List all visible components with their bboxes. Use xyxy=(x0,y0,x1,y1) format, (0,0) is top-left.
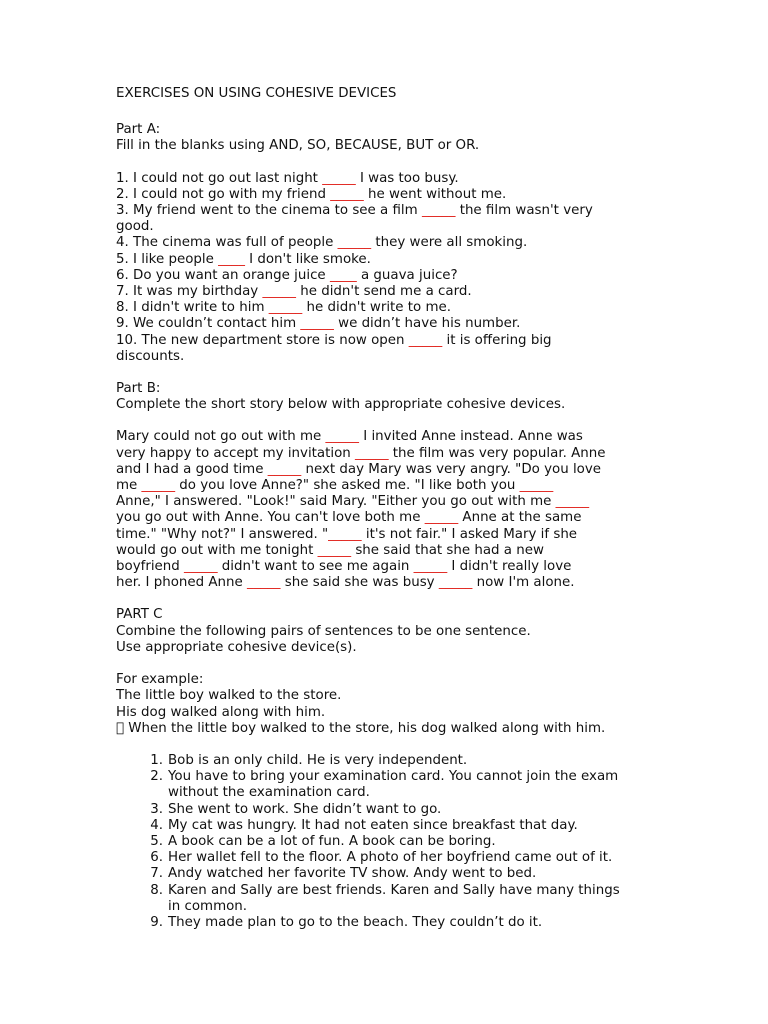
part-a-section xyxy=(116,122,636,365)
part-a-item xyxy=(116,316,636,332)
text-segment: 1. I could not go out last night xyxy=(116,170,323,186)
list-item xyxy=(116,802,636,818)
example-sentence-2: His dog walked along with him. xyxy=(116,704,326,720)
list-item xyxy=(116,834,636,850)
blank-line: _____ xyxy=(247,575,281,591)
part-a-item xyxy=(116,284,636,300)
part-a-item xyxy=(116,333,636,349)
part-b-story xyxy=(116,429,636,591)
text-segment: good. xyxy=(116,219,154,235)
text-segment: he went without me. xyxy=(363,186,507,202)
list-item-text: They made plan to go to the beach. They couldn’t do it. xyxy=(168,914,543,930)
text-segment: me xyxy=(116,478,142,494)
part-a-item xyxy=(116,252,636,268)
text-segment: her. I phoned Anne xyxy=(116,575,248,591)
text-segment: do you love Anne?" she asked me. "I like both you xyxy=(175,478,520,494)
text-segment: discounts. xyxy=(116,348,185,364)
part-b-story-line xyxy=(116,462,636,478)
arrow-glyph-icon xyxy=(116,721,124,736)
text-segment: she said she was busy xyxy=(280,575,439,591)
list-item-number: 3. xyxy=(150,801,163,817)
text-segment: 2. I could not go with my friend xyxy=(116,186,331,202)
text-segment: they were all smoking. xyxy=(371,235,528,251)
blank-line: ____ xyxy=(218,251,245,267)
list-item-text: My cat was hungry. It had not eaten since breakfast that day. xyxy=(168,817,578,833)
part-a-item xyxy=(116,268,636,284)
text-segment: I invited Anne instead. Anne was xyxy=(358,429,583,445)
blank-line: _____ xyxy=(322,170,356,186)
text-segment: you go out with Anne. You can't love both me xyxy=(116,510,425,526)
part-b-heading: Part B: xyxy=(116,381,161,397)
part-b-story-line xyxy=(116,494,636,510)
text-segment: 7. It was my birthday xyxy=(116,284,263,300)
part-a-item xyxy=(116,349,636,365)
blank-line: _____ xyxy=(424,510,459,526)
text-segment: Mary could not go out with me xyxy=(116,429,326,445)
blank-line: _____ xyxy=(555,494,590,510)
part-b-story-line xyxy=(116,429,636,445)
part-b-story-line xyxy=(116,510,636,526)
blank-line: _____ xyxy=(337,235,372,251)
text-segment: boyfriend xyxy=(116,559,185,575)
example-answer-text: When the little boy walked to the store, his dog walked along with him. xyxy=(116,720,594,736)
part-c-items xyxy=(116,753,636,931)
text-segment: I was too busy. xyxy=(355,170,459,186)
text-segment: a guava juice? xyxy=(356,267,458,283)
part-c-instruction-1: Combine the following pairs of sentences to be one sentence. xyxy=(116,623,531,639)
text-segment: would go out with me tonight xyxy=(116,542,318,558)
part-b-instruction: Complete the short story below with appropriate cohesive devices. xyxy=(116,397,566,413)
text-segment: we didn’t have his number. xyxy=(333,316,521,332)
text-segment: now I'm alone. xyxy=(472,575,575,591)
text-segment: the film was very popular. Anne xyxy=(388,445,606,461)
list-item-number: 1. xyxy=(150,752,163,768)
text-segment: 9. We couldn’t contact him xyxy=(116,316,301,332)
list-item-number: 2. xyxy=(150,769,163,785)
text-segment: and I had a good time xyxy=(116,461,268,477)
blank-line: ____ xyxy=(329,267,357,283)
part-a-heading: Part A: xyxy=(116,122,161,138)
example-heading: For example: xyxy=(116,672,204,688)
blank-line: _____ xyxy=(262,284,296,300)
page-title: EXERCISES ON USING COHESIVE DEVICES xyxy=(116,86,397,101)
text-segment: I don't like smoke. xyxy=(244,251,371,267)
part-b-story-line xyxy=(116,478,636,494)
example-answer xyxy=(116,721,636,737)
list-item-number: 4. xyxy=(150,817,163,833)
text-segment: he didn't write to me. xyxy=(302,300,452,316)
blank-line: _____ xyxy=(421,203,456,219)
list-item-number: 8. xyxy=(150,882,163,898)
part-a-items xyxy=(116,171,636,365)
list-item-number: 9. xyxy=(150,914,163,930)
blank-line: _____ xyxy=(300,316,334,332)
part-a-item xyxy=(116,235,636,251)
part-a-item xyxy=(116,187,636,203)
part-b-story-line xyxy=(116,543,636,559)
text-segment: 3. My friend went to the cinema to see a film xyxy=(116,203,422,219)
part-c-instruction-2: Use appropriate cohesive device(s). xyxy=(116,639,357,655)
blank-line: _____ xyxy=(330,186,364,202)
text-segment: 8. I didn't write to him xyxy=(116,300,269,316)
text-segment: didn't want to see me again xyxy=(217,559,414,575)
list-item xyxy=(116,915,636,931)
blank-line: _____ xyxy=(413,559,448,575)
list-item-text: A book can be a lot of fun. A book can be boring. xyxy=(168,833,496,849)
part-b-story-line xyxy=(116,446,636,462)
list-item-text: She went to work. She didn’t want to go. xyxy=(168,801,442,817)
blank-line: _____ xyxy=(141,478,176,494)
text-segment: I didn't really love xyxy=(447,559,572,575)
text-segment: next day Mary was very angry. "Do you love xyxy=(301,461,602,477)
text-segment: Anne," I answered. "Look!" said Mary. "Either you go out with me xyxy=(116,494,556,510)
text-segment: it's not fair." I asked Mary if she xyxy=(361,526,578,542)
part-b-story-line xyxy=(116,559,636,575)
part-b-story-line xyxy=(116,575,636,591)
list-item-text: You have to bring your examination card. You cannot join the exam without the examination card. xyxy=(168,769,619,801)
text-segment: 10. The new department store is now open xyxy=(116,332,409,348)
blank-line: _____ xyxy=(267,461,302,477)
blank-line: _____ xyxy=(325,429,359,445)
list-item xyxy=(116,769,636,801)
text-segment: it is offering big xyxy=(442,332,552,348)
blank-line: _____ xyxy=(317,542,352,558)
text-segment: he didn't send me a card. xyxy=(295,284,472,300)
list-item xyxy=(116,818,636,834)
list-item xyxy=(116,850,636,866)
text-segment: 5. I like people xyxy=(116,251,219,267)
part-a-item xyxy=(116,300,636,316)
part-c-heading: PART C xyxy=(116,607,163,623)
part-a-item xyxy=(116,203,636,219)
blank-line: _____ xyxy=(519,478,554,494)
list-item xyxy=(116,753,636,769)
part-a-instruction: Fill in the blanks using AND, SO, BECAUSE, BUT or OR. xyxy=(116,138,480,154)
part-b-section xyxy=(116,381,636,591)
list-item-text: Karen and Sally are best friends. Karen and Sally have many things in common. xyxy=(168,882,620,914)
text-segment: very happy to accept my invitation xyxy=(116,445,356,461)
list-item-number: 6. xyxy=(150,850,163,866)
part-b-story-line xyxy=(116,527,636,543)
list-item-number: 7. xyxy=(150,866,163,882)
text-segment: the film wasn't very xyxy=(455,203,593,219)
list-item-text: Bob is an only child. He is very independent. xyxy=(168,752,468,768)
blank-line: _____ xyxy=(328,526,362,542)
part-a-item xyxy=(116,219,636,235)
list-item xyxy=(116,866,636,882)
worksheet xyxy=(116,86,636,931)
part-c-section xyxy=(116,607,636,931)
blank-line: _____ xyxy=(355,445,389,461)
text-segment: 4. The cinema was full of people xyxy=(116,235,338,251)
blank-line: _____ xyxy=(184,559,218,575)
list-item-text: Her wallet fell to the floor. A photo of her boyfriend came out of it. xyxy=(168,850,613,866)
blank-line: _____ xyxy=(438,575,473,591)
text-segment: she said that she had a new xyxy=(351,542,544,558)
text-segment: Anne at the same xyxy=(458,510,582,526)
blank-line: _____ xyxy=(408,332,443,348)
list-item xyxy=(116,883,636,915)
part-a-item xyxy=(116,171,636,187)
blank-line: _____ xyxy=(268,300,303,316)
list-item-number: 5. xyxy=(150,833,163,849)
example-sentence-1: The little boy walked to the store. xyxy=(116,688,342,704)
list-item-text: Andy watched her favorite TV show. Andy went to bed. xyxy=(168,866,537,882)
text-segment: 6. Do you want an orange juice xyxy=(116,267,330,283)
text-segment: time." "Why not?" I answered. " xyxy=(116,526,329,542)
